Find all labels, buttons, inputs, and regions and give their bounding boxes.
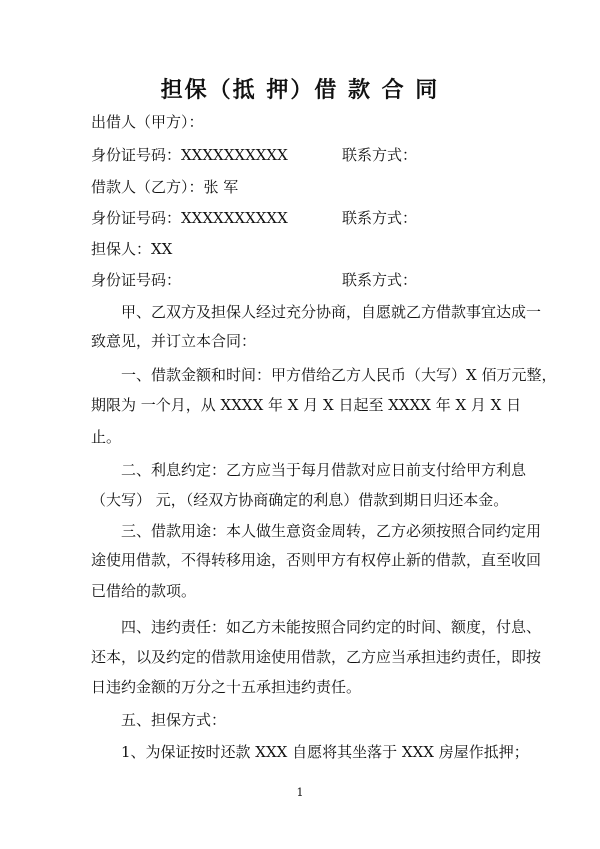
lender-label: 出借人（甲方）： [91, 113, 204, 131]
clause3-line-3: 已借给的款项。 [91, 582, 197, 600]
document-title: 担保（抵 押）借 款 合 同 [160, 77, 440, 103]
clause4-line-1: 四、违约责任：如乙方未能按照合同约定的时间、额度，付息、 [121, 618, 542, 636]
clause3-line-2: 途使用借款，不得转移用途，否则甲方有权停止新的借款，直至收回 [91, 551, 542, 569]
guarantor-label: 担保人：XX [91, 240, 173, 258]
clause5-heading: 五、担保方式： [121, 711, 227, 729]
lender-id: 身份证号码：XXXXXXXXXX [91, 146, 288, 164]
clause4-line-3: 日违约金额的万分之十五承担违约责任。 [91, 678, 362, 696]
clause2-line-2: （大写） 元，（经双方协商确定的利息）借款到期日归还本金。 [91, 491, 509, 509]
clause1-line-3: 止。 [91, 428, 122, 446]
borrower-contact: 联系方式： [342, 209, 418, 227]
clause4-line-2: 还本，以及约定的借款用途使用借款，乙方应当承担违约责任，即按 [91, 648, 542, 666]
guarantor-contact: 联系方式： [342, 271, 418, 289]
guarantor-id: 身份证号码： [91, 271, 182, 289]
clause1-line-1: 一、借款金额和时间：甲方借给乙方人民币（大写）X 佰万元整， [121, 366, 557, 384]
lender-contact: 联系方式： [342, 146, 418, 164]
clause5-line-1: 1、为保证按时还款 XXX 自愿将其坐落于 XXX 房屋作抵押； [121, 743, 529, 761]
intro-line-1: 甲、乙双方及担保人经过充分协商，自愿就乙方借款事宜达成一 [121, 303, 542, 321]
borrower-id: 身份证号码：XXXXXXXXXX [91, 209, 288, 227]
clause3-line-1: 三、借款用途：本人做生意资金周转，乙方必须按照合同约定用 [121, 522, 542, 540]
borrower-label: 借款人（乙方）：张 军 [91, 178, 239, 196]
clause1-line-2: 期限为 一个月，从 XXXX 年 X 月 X 日起至 XXXX 年 X 月 X 日 [91, 396, 522, 414]
clause2-line-1: 二、利息约定：乙方应当于每月借款对应日前支付给甲方利息 [121, 461, 527, 479]
intro-line-2: 致意见，并订立本合同： [91, 332, 257, 350]
page-number: 1 [296, 786, 304, 799]
